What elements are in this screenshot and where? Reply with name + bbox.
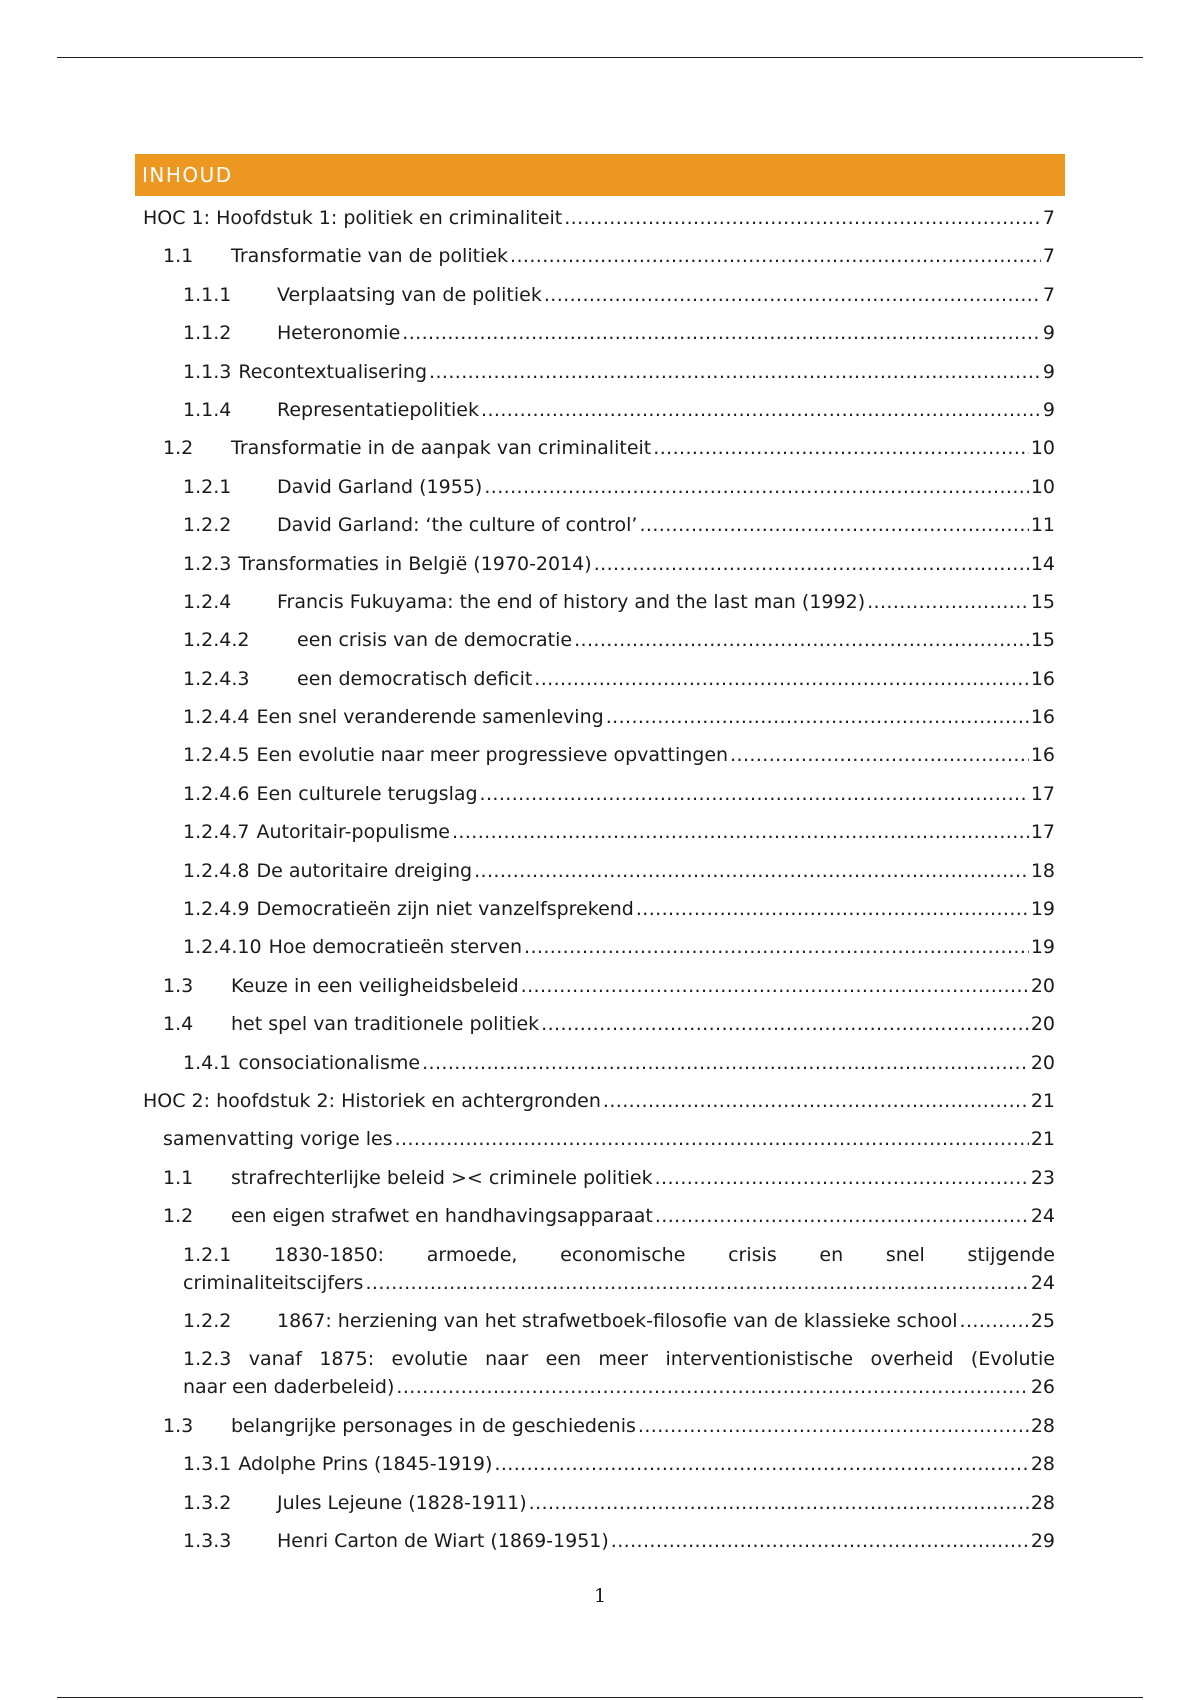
toc-entry-continuation (183, 1375, 1055, 1399)
toc-entry-title: Henri Carton de Wiart (1869-1951) (277, 1529, 609, 1552)
toc-entry[interactable] (135, 1452, 1065, 1476)
toc-entry[interactable] (135, 360, 1065, 384)
toc-entry-number: 1.2.3 (183, 552, 232, 575)
toc-entry-page: 9 (1042, 398, 1055, 421)
toc-entry-title: het spel van traditionele politiek (231, 1013, 540, 1036)
toc-leader-dots (396, 1375, 1028, 1399)
toc-entry-number: 1.3.2 (183, 1491, 232, 1514)
toc-entry-word: een (545, 1348, 582, 1371)
toc-entry-title: 1867: herziening van het strafwetboek-filosofie van de klassieke school (277, 1309, 958, 1332)
toc-entry-word: evolutie (391, 1348, 468, 1371)
toc-entry-continuation (183, 1271, 1055, 1295)
toc-entry-title: HOC 1: Hoofdstuk 1: politiek en criminaliteit (143, 207, 563, 229)
toc-entry-page: 17 (1030, 821, 1055, 844)
toc-entry[interactable] (135, 1012, 1065, 1036)
toc-leader-dots (474, 859, 1029, 883)
toc-leader-dots (395, 1127, 1029, 1151)
toc-entry-title: Democratieën zijn niet vanzelfsprekend (256, 898, 634, 921)
toc-entry-first-line (183, 1243, 1055, 1267)
toc-entry-title: Adolphe Prins (1845-1919) (238, 1453, 493, 1476)
toc-entry-page: 26 (1030, 1376, 1055, 1399)
toc-entry-first-line (183, 1347, 1055, 1371)
toc-entry-number: 1.3.3 (183, 1529, 232, 1552)
toc-leader-dots (544, 283, 1041, 307)
toc-entry[interactable] (135, 244, 1065, 268)
toc-leader-dots (639, 513, 1028, 537)
toc-entry-word: naar (485, 1348, 529, 1371)
toc-entry-title: Representatiepolitiek (277, 398, 479, 421)
toc-entry-page: 28 (1030, 1491, 1055, 1514)
toc-entry-page: 15 (1030, 629, 1055, 652)
toc-entry[interactable] (135, 1089, 1065, 1113)
toc-entry[interactable] (135, 1491, 1065, 1515)
toc-leader-dots (429, 360, 1041, 384)
toc-leader-dots (524, 935, 1029, 959)
header-rule (57, 57, 1143, 58)
toc-entry-number: 1.2.1 (183, 475, 232, 498)
toc-entry-word: stijgende (967, 1243, 1055, 1266)
toc-entry[interactable] (135, 1204, 1065, 1228)
toc-entry-page: 16 (1030, 667, 1055, 690)
toc-leader-dots (529, 1491, 1029, 1515)
toc-entry-number: 1.2.4.10 (183, 936, 262, 959)
toc-entry-page: 25 (1030, 1309, 1055, 1332)
toc-entry-title: Autoritair-populisme (256, 821, 450, 844)
toc-entry-number: 1.4 (163, 1013, 194, 1036)
toc-entry-page: 19 (1030, 898, 1055, 921)
toc-list (135, 206, 1065, 1553)
toc-leader-dots (564, 206, 1041, 230)
toc-entry-number: 1.2.4.6 (183, 782, 250, 805)
toc-entry-title: samenvatting vorige les (163, 1128, 393, 1151)
toc-entry[interactable] (135, 820, 1065, 844)
toc-entry[interactable] (135, 628, 1065, 652)
toc-entry-word: vanaf (248, 1348, 302, 1371)
toc-entry-title: De autoritaire dreiging (256, 859, 473, 882)
toc-entry-title: HOC 2: hoofdstuk 2: Historiek en achtergronden (143, 1089, 601, 1112)
toc-entry[interactable] (135, 1529, 1065, 1553)
toc-leader-dots (960, 1309, 1029, 1333)
toc-entry[interactable] (135, 398, 1065, 422)
toc-entry-number: 1.2.1 (183, 1243, 232, 1266)
toc-entry-word: 1875: (319, 1348, 375, 1371)
toc-entry-title: Transformaties in België (1970-2014) (238, 552, 592, 575)
toc-entry[interactable] (135, 1309, 1065, 1333)
toc-entry-page: 20 (1030, 974, 1055, 997)
toc-leader-dots (594, 552, 1029, 576)
toc-entry-number: 1.2.4.5 (183, 744, 250, 767)
toc-entry[interactable] (135, 552, 1065, 576)
toc-entry[interactable] (135, 1414, 1065, 1438)
toc-entry-number: 1.2 (163, 437, 194, 460)
toc-entry-title: David Garland: ‘the culture of control’ (277, 514, 638, 537)
toc-entry-page: 28 (1030, 1414, 1055, 1437)
toc-entry-page: 23 (1030, 1166, 1055, 1189)
toc-entry-title: Jules Lejeune (1828-1911) (277, 1491, 527, 1514)
toc-entry-page: 16 (1030, 706, 1055, 729)
toc-entry-page: 20 (1030, 1051, 1055, 1074)
toc-entry-page: 7 (1042, 283, 1055, 306)
toc-entry-page: 10 (1030, 437, 1055, 460)
toc-entry[interactable] (135, 935, 1065, 959)
toc-leader-dots (574, 628, 1029, 652)
toc-entry-title: een eigen strafwet en handhavingsapparaat (231, 1205, 653, 1228)
toc-entry-title: Een culturele terugslag (256, 782, 478, 805)
toc-leader-dots (603, 1089, 1029, 1113)
toc-leader-dots (480, 782, 1029, 806)
toc-entry-title: Transformatie in de aanpak van criminaliteit (231, 437, 652, 460)
toc-entry-number: 1.2.4.4 (183, 706, 250, 729)
toc-entry-word: interventionistische (665, 1348, 854, 1371)
toc-entry[interactable] (135, 705, 1065, 729)
toc-entry[interactable] (135, 513, 1065, 537)
toc-leader-dots (541, 1012, 1029, 1036)
toc-leader-dots (611, 1529, 1029, 1553)
toc-entry-page: 11 (1030, 514, 1055, 537)
toc-leader-dots (636, 897, 1029, 921)
toc-entry-page: 9 (1042, 360, 1055, 383)
toc-leader-dots (481, 398, 1041, 422)
toc-entry[interactable] (135, 897, 1065, 921)
toc-leader-dots (521, 974, 1029, 998)
toc-entry-page: 7 (1042, 245, 1055, 268)
toc-entry-word: economische (560, 1243, 686, 1266)
toc-entry-title: Keuze in een veiligheidsbeleid (231, 974, 519, 997)
toc-entry-number: 1.3 (163, 974, 194, 997)
footer-rule (57, 1697, 1143, 1698)
toc-leader-dots (402, 321, 1041, 345)
toc-entry-number: 1.1 (163, 245, 194, 268)
toc-entry-number: 1.1 (163, 1166, 194, 1189)
toc-entry[interactable] (135, 436, 1065, 460)
toc-entry[interactable] (135, 206, 1065, 230)
toc-entry-title: een democratisch deficit (297, 667, 533, 690)
toc-entry[interactable] (135, 859, 1065, 883)
toc-entry-number: 1.2.4.8 (183, 859, 250, 882)
toc-entry[interactable] (135, 590, 1065, 614)
toc-leader-dots (867, 590, 1029, 614)
toc-entry-word: snel (885, 1243, 925, 1266)
toc-entry-page: 24 (1030, 1271, 1055, 1294)
toc-leader-dots (494, 1452, 1028, 1476)
toc-entry-word: armoede, (426, 1243, 518, 1266)
toc-entry-number: 1.2 (163, 1205, 194, 1228)
toc-entry[interactable] (135, 743, 1065, 767)
toc-entry-page: 9 (1042, 322, 1055, 345)
toc-entry-title: Een snel veranderende samenleving (256, 706, 604, 729)
toc-entry[interactable] (135, 321, 1065, 345)
toc-entry-title: criminaliteitscijfers (183, 1271, 364, 1294)
toc-entry-title: Verplaatsing van de politiek (277, 283, 542, 306)
toc-entry[interactable] (135, 1051, 1065, 1075)
toc-entry-word: overheid (870, 1348, 954, 1371)
toc-leader-dots (534, 667, 1029, 691)
toc-leader-dots (452, 820, 1029, 844)
toc-entry[interactable] (135, 1347, 1065, 1399)
toc-entry-page: 10 (1030, 475, 1055, 498)
toc-entry-page: 16 (1030, 744, 1055, 767)
toc-entry-number: 1.1.4 (183, 398, 232, 421)
toc-entry-title: Francis Fukuyama: the end of history and the last man (1992) (277, 590, 866, 613)
toc-entry-number: 1.2.2 (183, 514, 232, 537)
toc-entry-title: Hoe democratieën sterven (268, 936, 523, 959)
toc-entry-number: 1.3 (163, 1414, 194, 1437)
toc-leader-dots (730, 743, 1029, 767)
toc-entry-page: 28 (1030, 1453, 1055, 1476)
toc-leader-dots (638, 1414, 1029, 1438)
toc-entry[interactable] (135, 974, 1065, 998)
toc-entry-page: 20 (1030, 1013, 1055, 1036)
page-number: 1 (593, 1585, 607, 1607)
toc-entry[interactable] (135, 782, 1065, 806)
toc-leader-dots (365, 1271, 1028, 1295)
toc-entry-page: 18 (1030, 859, 1055, 882)
toc-entry-page: 21 (1030, 1089, 1055, 1112)
toc-entry-title: een crisis van de democratie (297, 629, 573, 652)
toc-entry-page: 7 (1042, 207, 1055, 229)
toc-entry-number: 1.2.3 (183, 1348, 232, 1371)
toc-entry-number: 1.1.1 (183, 283, 232, 306)
toc-entry-title: strafrechterlijke beleid >< criminele politiek (231, 1166, 653, 1189)
toc-entry[interactable] (135, 667, 1065, 691)
toc-entry-page: 19 (1030, 936, 1055, 959)
toc-entry-title: Een evolutie naar meer progressieve opvattingen (256, 744, 729, 767)
toc-entry-title: belangrijke personages in de geschiedenis (231, 1414, 636, 1437)
toc-leader-dots (422, 1051, 1029, 1075)
toc-entry-number: 1.1.2 (183, 322, 232, 345)
toc-entry-number: 1.2.4.7 (183, 821, 250, 844)
toc-entry-page: 24 (1030, 1205, 1055, 1228)
toc-entry-number: 1.2.2 (183, 1309, 232, 1332)
toc-entry-title: Recontextualisering (238, 360, 428, 383)
toc-entry-number: 1.2.4 (183, 590, 232, 613)
toc-leader-dots (655, 1166, 1029, 1190)
toc-entry-number: 1.3.1 (183, 1453, 232, 1476)
toc-entry-page: 29 (1030, 1529, 1055, 1552)
toc-entry-number: 1.2.4.2 (183, 629, 250, 652)
toc-entry-page: 14 (1030, 552, 1055, 575)
toc-leader-dots (510, 244, 1041, 268)
toc-entry-title: Heteronomie (277, 322, 401, 345)
toc-entry-word: en (819, 1243, 844, 1266)
table-of-contents (135, 154, 1065, 1553)
toc-leader-dots (606, 705, 1029, 729)
toc-leader-dots (655, 1204, 1029, 1228)
toc-entry-number: 1.4.1 (183, 1051, 232, 1074)
toc-entry-word: meer (598, 1348, 649, 1371)
toc-entry-page: 17 (1030, 782, 1055, 805)
toc-entry-title: David Garland (1955) (277, 475, 483, 498)
toc-entry-number: 1.2.4.9 (183, 898, 250, 921)
toc-entry[interactable] (135, 1243, 1065, 1295)
toc-entry-number: 1.2.4.3 (183, 667, 250, 690)
toc-heading: INHOUD (135, 154, 1065, 196)
toc-entry[interactable] (135, 1127, 1065, 1151)
toc-entry-page: 15 (1030, 590, 1055, 613)
toc-leader-dots (484, 475, 1028, 499)
toc-entry-number: 1.1.3 (183, 360, 232, 383)
toc-entry-word: crisis (728, 1243, 777, 1266)
toc-entry-word: 1830-1850: (274, 1243, 385, 1266)
toc-entry-word: (Evolutie (970, 1348, 1055, 1371)
toc-entry-title: Transformatie van de politiek (231, 245, 509, 268)
toc-entry[interactable] (135, 283, 1065, 307)
toc-entry-title: naar een daderbeleid) (183, 1376, 395, 1399)
toc-leader-dots (653, 436, 1029, 460)
toc-entry[interactable] (135, 475, 1065, 499)
toc-entry[interactable] (135, 1166, 1065, 1190)
toc-entry-title: consociationalisme (238, 1051, 421, 1074)
toc-entry-page: 21 (1030, 1128, 1055, 1151)
